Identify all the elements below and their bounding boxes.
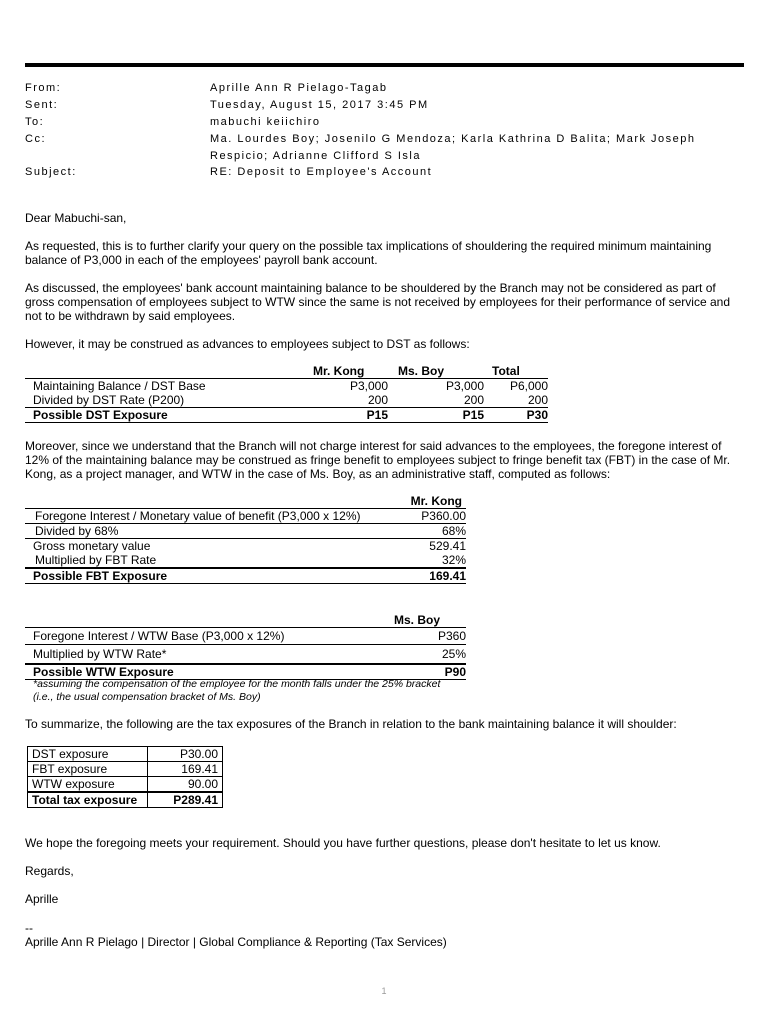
paragraph-2: As discussed, the employees' bank account maintaining balance to be shouldered by the Branch may not be considered as part of gross compensation of employees subject to WTW since the same is not received by employees for their performance of service and not to be withdrawn by said employees. <box>25 281 730 323</box>
fbt-cell: Multiplied by FBT Rate <box>25 553 386 568</box>
dst-cell: 200 <box>484 393 548 408</box>
table-row <box>25 628 466 645</box>
fbt-table <box>25 494 466 584</box>
summary-cell: 90.00 <box>147 777 222 793</box>
table-row <box>28 792 223 808</box>
fbt-cell: P360.00 <box>386 509 466 524</box>
wtw-cell: P360 <box>386 628 466 645</box>
dst-cell: P6,000 <box>509 379 548 393</box>
fbt-header-kong: Mr. Kong <box>386 494 466 509</box>
subject-label: Subject: <box>25 166 77 178</box>
table-row <box>25 408 548 423</box>
dst-cell: Maintaining Balance / DST Base <box>33 379 206 393</box>
table-row <box>25 645 466 665</box>
summary-cell: 169.41 <box>147 762 222 777</box>
table-row <box>25 379 548 394</box>
page-number: 1 <box>381 986 387 996</box>
fbt-cell: Foregone Interest / Monetary value of benefit (P3,000 x 12%) <box>25 509 386 524</box>
sent-label: Sent: <box>25 99 59 111</box>
paragraph-1: As requested, this is to further clarify your query on the possible tax implications of shouldering the required minimum maintaining balance of P3,000 in each of the employees' payroll bank account. <box>25 239 712 267</box>
dst-table <box>25 364 548 423</box>
summary-cell: WTW exposure <box>28 777 148 793</box>
dst-header-boy: Ms. Boy <box>388 364 484 379</box>
subject-value: RE: Deposit to Employee's Account <box>210 166 433 178</box>
dst-cell: 200 <box>268 393 388 408</box>
cc-value: Ma. Lourdes Boy; Josenilo G Mendoza; Karla Kathrina D Balita; Mark Joseph Respicio; Adrianne Clifford S Isla <box>210 133 696 162</box>
wtw-cell: 25% <box>386 645 466 665</box>
dst-cell: P3,000 <box>445 379 484 393</box>
fbt-cell: Possible FBT Exposure <box>25 568 386 584</box>
regards: Regards, <box>25 864 74 878</box>
dst-cell: P30 <box>484 408 548 423</box>
to-label: To: <box>25 116 45 128</box>
wtw-note-2: (i.e., the usual compensation bracket of Ms. Boy) <box>33 691 261 703</box>
fbt-header-row <box>25 494 466 509</box>
cc-label: Cc: <box>25 133 46 145</box>
to-value: mabuchi keiichiro <box>210 116 321 128</box>
signature: Aprille Ann R Pielago | Director | Global Compliance & Reporting (Tax Services) <box>25 935 447 949</box>
greeting: Dear Mabuchi-san, <box>25 211 127 225</box>
fbt-cell: 169.41 <box>386 568 466 584</box>
table-row <box>28 762 223 777</box>
wtw-cell: Possible WTW Exposure <box>25 664 386 680</box>
table-row <box>25 539 466 554</box>
fbt-cell: Divided by 68% <box>25 524 386 539</box>
dst-cell: Possible DST Exposure <box>25 408 268 423</box>
fbt-cell: 68% <box>386 524 466 539</box>
table-row <box>28 777 223 793</box>
dst-cell: P15 <box>388 408 484 423</box>
wtw-header-boy: Ms. Boy <box>386 613 466 628</box>
wtw-cell: P90 <box>386 664 466 680</box>
paragraph-4: Moreover, since we understand that the Branch will not charge interest for said advances to the employees, the foregone interest of 12% of the maintaining balance may be construed as fringe benefit to employees subject to fringe benefit tax (FBT) in the case of Mr. Kong, as a project manager, and WTW in the case of Ms. Boy, as an administrative staff, computed as follows: <box>25 439 731 481</box>
summary-cell: P289.41 <box>147 792 222 808</box>
dst-cell: P15 <box>268 408 388 423</box>
dst-cell: Divided by DST Rate (P200) <box>25 393 268 408</box>
paragraph-6: We hope the foregoing meets your requirement. Should you have further questions, please don't hesitate to let us know. <box>25 836 661 850</box>
table-row <box>25 553 466 568</box>
dst-header-kong: Mr. Kong <box>268 364 388 379</box>
sent-value: Tuesday, August 15, 2017 3:45 PM <box>210 99 429 111</box>
table-row <box>28 747 223 762</box>
from-value: Aprille Ann R Pielago-Tagab <box>210 82 388 94</box>
dst-cell: P3,000 <box>349 379 388 393</box>
wtw-cell: Foregone Interest / WTW Base (P3,000 x 12%) <box>25 628 386 645</box>
table-row <box>25 568 466 584</box>
fbt-cell: 32% <box>386 553 466 568</box>
wtw-header-row <box>25 613 466 628</box>
summary-cell: FBT exposure <box>28 762 148 777</box>
fbt-cell: Gross monetary value <box>33 539 151 553</box>
signature-dash: -- <box>25 921 33 935</box>
dst-header-row <box>25 364 548 379</box>
summary-cell: DST exposure <box>28 747 148 762</box>
sender-name: Aprille <box>25 892 59 906</box>
wtw-note-1: *assuming the compensation of the employee for the month falls under the 25% bracket <box>33 678 441 690</box>
summary-table <box>27 746 223 808</box>
summary-cell: P30.00 <box>147 747 222 762</box>
table-row <box>25 524 466 539</box>
paragraph-3: However, it may be construed as advances to employees subject to DST as follows: <box>25 337 470 351</box>
fbt-cell: 529.41 <box>429 539 466 553</box>
wtw-cell: Multiplied by WTW Rate* <box>25 645 386 665</box>
from-label: From: <box>25 82 62 94</box>
top-rule <box>25 63 744 67</box>
table-row <box>25 393 548 408</box>
summary-cell: Total tax exposure <box>28 792 148 808</box>
dst-cell: 200 <box>388 393 484 408</box>
dst-header-total: Total <box>484 364 548 379</box>
wtw-table <box>25 613 466 680</box>
paragraph-5: To summarize, the following are the tax exposures of the Branch in relation to the bank maintaining balance it will shoulder: <box>25 717 677 731</box>
table-row <box>25 509 466 524</box>
